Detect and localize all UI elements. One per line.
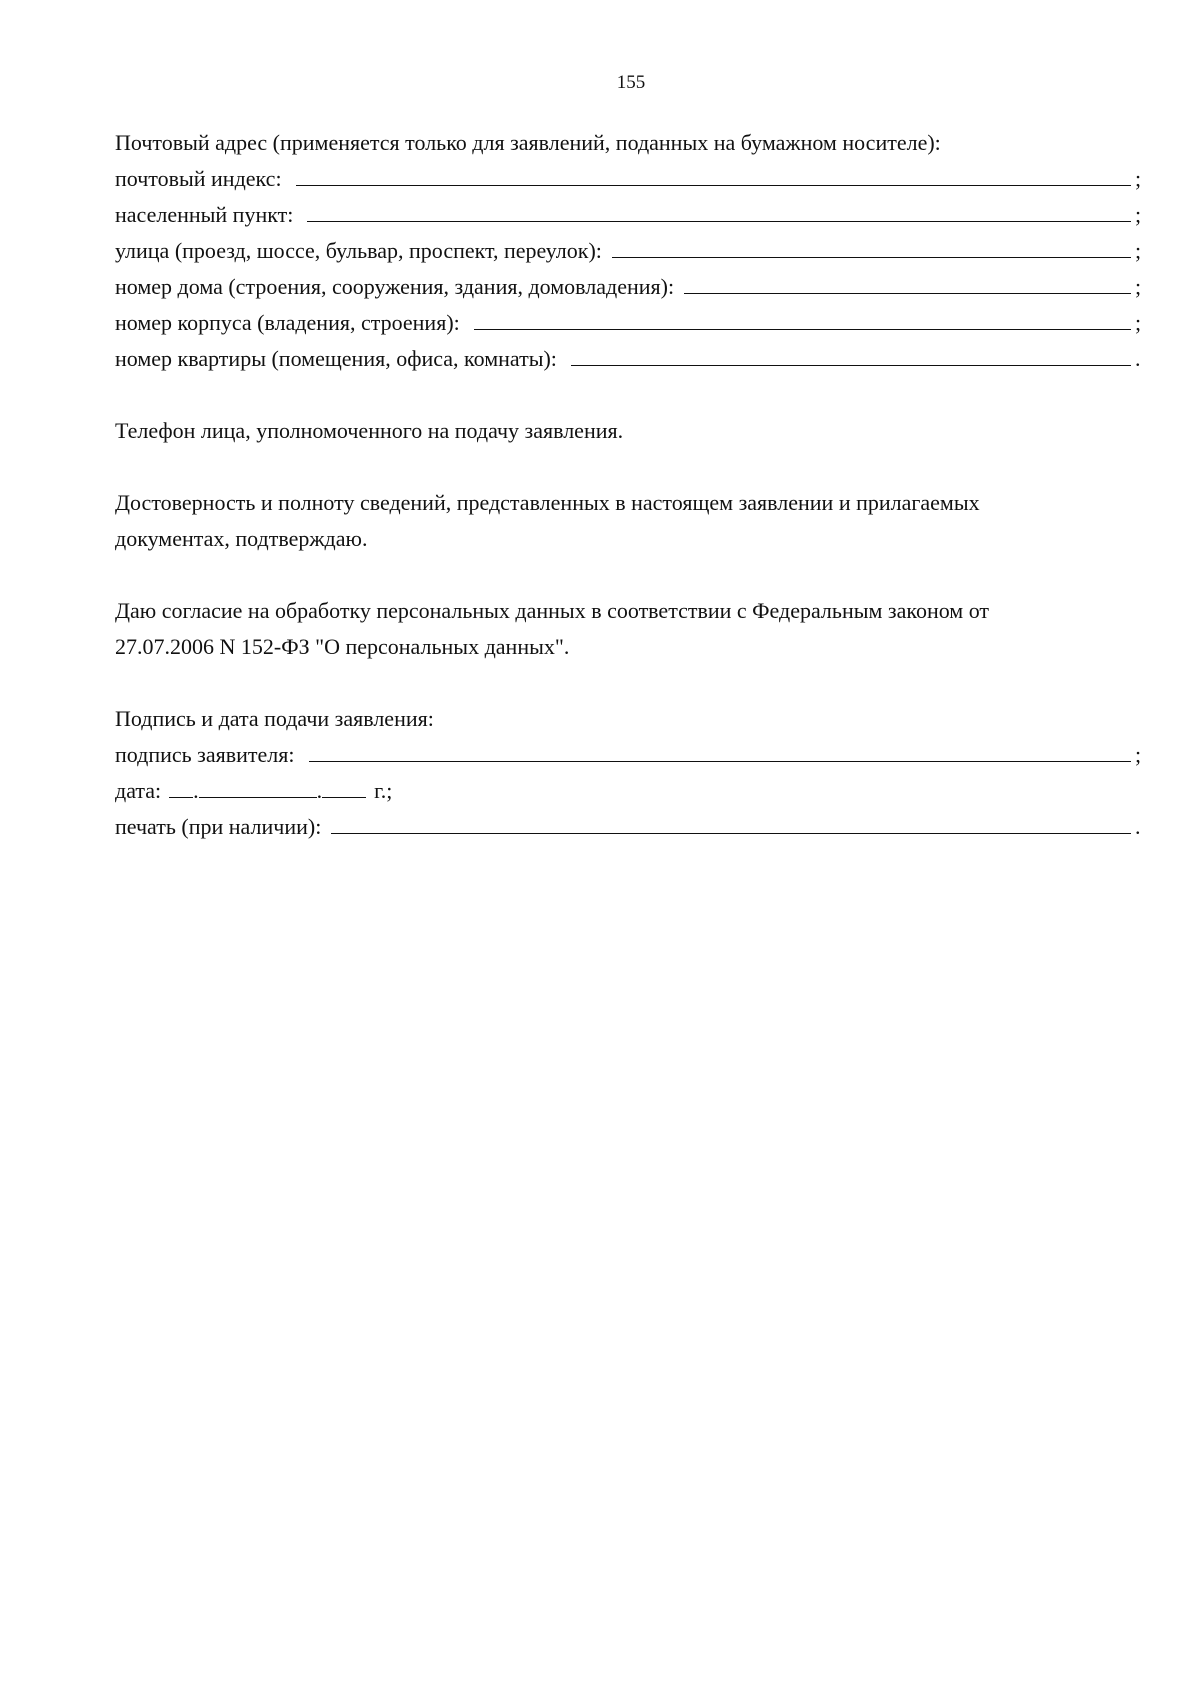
house-number-label: номер дома (строения, сооружения, здания, домовладения): <box>115 274 675 299</box>
page-number: 155 <box>616 72 646 93</box>
apartment-field[interactable] <box>571 343 1131 366</box>
date-day-field[interactable] <box>169 775 193 798</box>
form-content <box>115 125 1145 845</box>
street-row <box>115 233 1145 269</box>
apartment-row <box>115 341 1145 377</box>
confirmation-line-2: документах, подтверждаю. <box>115 526 368 551</box>
signer-label: подпись заявителя: <box>115 742 295 767</box>
stamp-field[interactable] <box>331 811 1131 834</box>
postal-index-label: почтовый индекс: <box>115 166 282 191</box>
spacer <box>115 557 1145 593</box>
locality-end: ; <box>1135 202 1142 227</box>
signature-heading: Подпись и дата подачи заявления: <box>115 706 434 731</box>
postal-index-field[interactable] <box>296 163 1131 186</box>
building-label: номер корпуса (владения, строения): <box>115 310 460 335</box>
date-year-field[interactable] <box>322 775 366 798</box>
spacer <box>115 377 1145 413</box>
date-separator-2: . <box>316 778 323 803</box>
postal-index-row <box>115 161 1145 197</box>
apartment-label: номер квартиры (помещения, офиса, комнаты): <box>115 346 557 371</box>
building-row <box>115 305 1145 341</box>
house-number-row <box>115 269 1145 305</box>
phone-text: Телефон лица, уполномоченного на подачу заявления. <box>115 418 624 443</box>
signer-row <box>115 737 1145 773</box>
street-field[interactable] <box>612 235 1131 258</box>
building-end: ; <box>1135 310 1142 335</box>
street-end: ; <box>1135 238 1142 263</box>
building-field[interactable] <box>474 307 1131 330</box>
street-label: улица (проезд, шоссе, бульвар, проспект, переулок): <box>115 238 602 263</box>
signer-field[interactable] <box>309 739 1131 762</box>
stamp-row <box>115 809 1145 845</box>
date-row <box>115 773 1145 809</box>
house-number-field[interactable] <box>684 271 1131 294</box>
house-number-end: ; <box>1135 274 1142 299</box>
date-year-suffix: г.; <box>374 778 393 803</box>
stamp-end: . <box>1135 814 1141 839</box>
locality-label: населенный пункт: <box>115 202 294 227</box>
apartment-end: . <box>1135 346 1141 371</box>
confirmation-line-1: Достоверность и полноту сведений, представленных в настоящем заявлении и прилагаемых <box>115 490 980 515</box>
signer-end: ; <box>1135 742 1142 767</box>
consent-line-2: 27.07.2006 N 152-ФЗ "О персональных данных". <box>115 634 570 659</box>
date-label: дата: <box>115 778 162 803</box>
date-month-field[interactable] <box>199 775 317 798</box>
locality-field[interactable] <box>307 199 1131 222</box>
postal-index-end: ; <box>1135 166 1142 191</box>
date-separator-1: . <box>193 778 199 803</box>
postal-address-heading: Почтовый адрес (применяется только для заявлений, поданных на бумажном носителе): <box>115 130 941 155</box>
consent-line-1: Даю согласие на обработку персональных данных в соответствии с Федеральным законом от <box>115 598 990 623</box>
locality-row <box>115 197 1145 233</box>
spacer <box>115 449 1145 485</box>
spacer <box>115 665 1145 701</box>
stamp-label: печать (при наличии): <box>115 814 322 839</box>
